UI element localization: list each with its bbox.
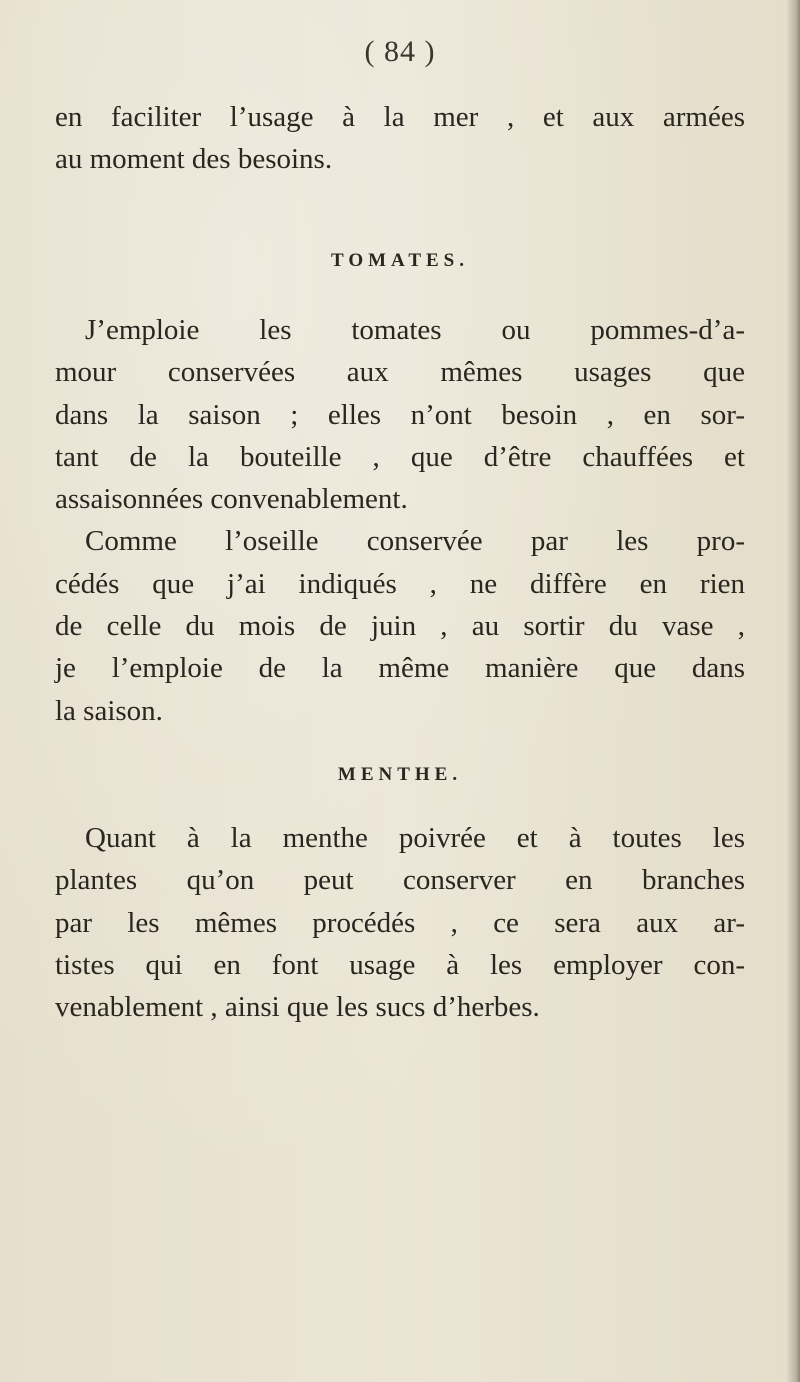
text-line: Quant à la menthe poivrée et à toutes les: [85, 822, 745, 854]
text-line: Comme l’oseille conservée par les pro-: [85, 525, 745, 558]
text-line: dans la saison ; elles n’ont besoin , en sor-: [55, 398, 745, 431]
text-line: la saison.: [55, 694, 163, 727]
menthe-paragraph: [55, 817, 745, 1028]
text-line: au moment des besoins.: [55, 143, 333, 176]
text-line: tistes qui en font usage à les employer con-: [55, 948, 745, 981]
text-line: J’emploie les tomates ou pommes-d’a-: [85, 314, 745, 346]
tomates-paragraphs: [55, 309, 745, 732]
text-line: cédés que j’ai indiqués , ne diffère en rien: [55, 567, 745, 600]
text-line: par les mêmes procédés , ce sera aux ar-: [55, 906, 745, 939]
text-line: de celle du mois de juin , au sortir du vase ,: [55, 610, 745, 643]
text-line: mour conservées aux mêmes usages que: [55, 356, 745, 389]
text-line: tant de la bouteille , que d’être chauffées et: [55, 440, 745, 473]
text-line: venablement , ainsi que les sucs d’herbes.: [55, 991, 540, 1024]
section-heading-menthe: MENTHE.: [337, 764, 463, 785]
opening-paragraph: [55, 96, 745, 181]
text-line: en faciliter l’usage à la mer , et aux armées: [55, 101, 745, 133]
section-heading-tomates: TOMATES.: [330, 250, 469, 271]
text-line: assaisonnées convenablement.: [55, 483, 408, 516]
page-edge-shadow: [786, 0, 800, 1382]
text-line: plantes qu’on peut conserver en branches: [55, 864, 745, 897]
text-line: je l’emploie de la même manière que dans: [55, 652, 745, 685]
page-number: ( 84 ): [364, 35, 436, 68]
